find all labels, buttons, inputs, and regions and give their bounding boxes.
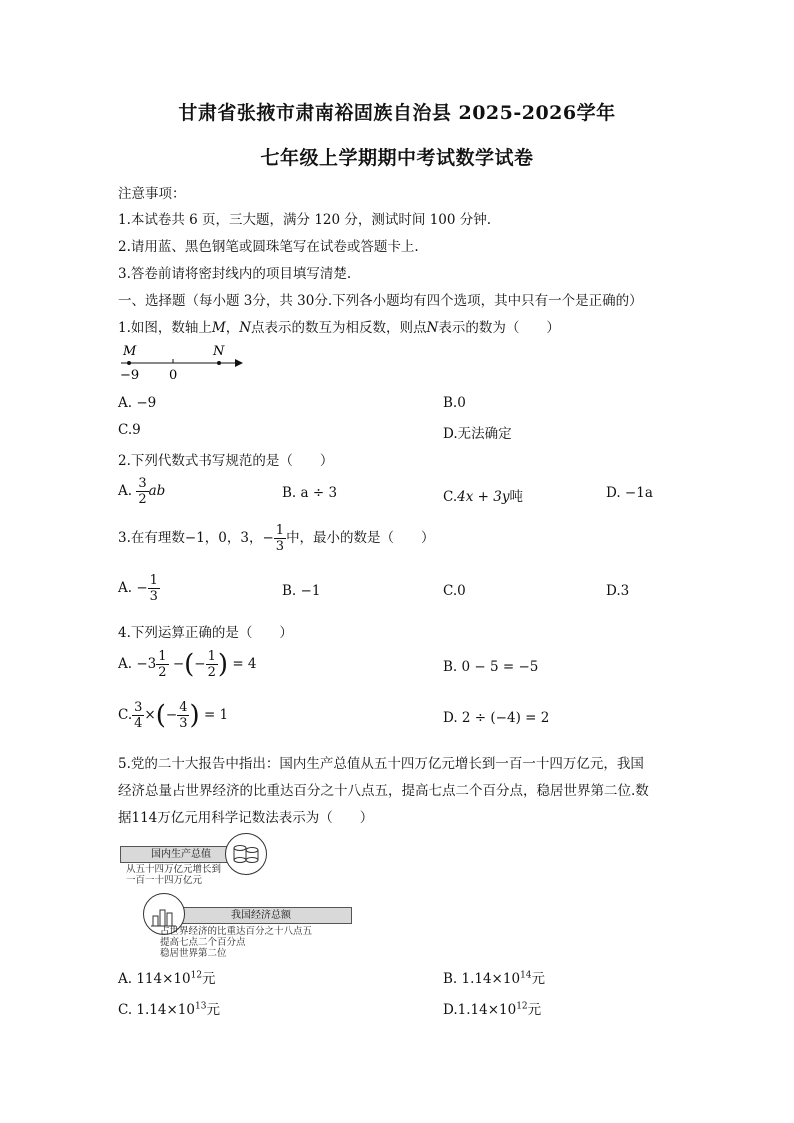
number-line-label-n: N: [213, 344, 225, 359]
economy-bar-label: 我国经济总额: [170, 907, 352, 924]
q2-option-c[interactable]: C.4x + 3y吨: [443, 489, 523, 505]
q3-option-d[interactable]: D.3: [606, 583, 630, 599]
q5-option-b[interactable]: B. $1.14\times 10^{14}$元: [443, 970, 546, 987]
question-5-line-1: 5.党的二十大报告中指出：国内生产总值从五十四万亿元增长到一百一十四万亿元，我国: [118, 756, 644, 772]
question-1-stem: 1.如图，数轴上M，N点表示的数互为相反数，则点N表示的数为（ ）: [118, 320, 560, 336]
coins-icon: [225, 833, 267, 875]
number-line-point-m: [127, 361, 131, 365]
q1-option-c[interactable]: C.9: [118, 422, 141, 438]
q4-a-fraction-2: $\frac{1}{2}$: [207, 649, 216, 680]
q4-option-c[interactable]: C. $\frac{3}{4}$ ×(− $\frac{4}{3}$ ) = 1: [118, 700, 229, 731]
q3-stem-fraction: $\frac{1}{3}$: [275, 523, 285, 554]
q5-option-c[interactable]: C. $1.14\times 10^{13}$元: [118, 1001, 220, 1018]
page-title-line1: 甘肃省张掖市肃南裕固族自治县 2025-2026学年: [178, 102, 616, 124]
q4-option-a[interactable]: A. −3 $\frac{1}{2}$ −(− $\frac{1}{2}$ ) = 4: [118, 649, 257, 680]
notes-heading: 注意事项：: [118, 186, 186, 202]
q3-option-a[interactable]: A. − $\frac{1}{3}$: [118, 573, 158, 604]
q3-option-c[interactable]: C.0: [443, 583, 466, 599]
number-line-point-n: [217, 361, 221, 365]
economy-bar-text: 占世界经济的比重达百分之十八点五 提高七点二个百分点 稳居世界第二位: [160, 926, 313, 959]
number-line-arrow: [235, 359, 243, 367]
q2-a-fraction: $\frac{3}{2}$: [138, 476, 147, 507]
question-5-line-2: 经济总量占世界经济的比重达百分之十八点五，提高七点二个百分点，稳居世界第二位.数: [118, 783, 649, 799]
q5-option-d[interactable]: $D.1.14\times 10^{12}$元: [443, 1001, 542, 1018]
q4-option-b[interactable]: B. 0 − 5 = −5: [443, 659, 539, 675]
question-4-stem: 4.下列运算正确的是（ ）: [118, 625, 293, 641]
page-title-line2: 七年级上学期期中考试数学试卷: [260, 147, 534, 169]
q1-option-a[interactable]: A. −9: [118, 395, 157, 411]
gdp-bar-label: 国内生产总值: [120, 846, 242, 863]
q4-a-fraction-1: $\frac{1}{2}$: [158, 649, 167, 680]
question-5-line-3: 据114万亿元用科学记数法表示为（ ）: [118, 810, 374, 826]
number-line-figure: [115, 340, 245, 384]
note-item-1: 1.本试卷共 6 页，三大题，满分 120 分，测试时间 100 分钟.: [118, 212, 492, 228]
note-item-3: 3.答卷前请将密封线内的项目填写清楚.: [118, 266, 352, 282]
q4-c-fraction-1: $\frac{3}{4}$: [134, 700, 143, 731]
number-line-tick-zero-label: 0: [169, 368, 178, 383]
q4-option-d[interactable]: D. 2 ÷ (−4) = 2: [443, 710, 550, 726]
q3-option-b[interactable]: B. −1: [282, 583, 321, 599]
q2-option-a[interactable]: A. $\frac{3}{2}$ ab: [118, 476, 166, 507]
question-3-stem: 3.在有理数−1，0，3，− $\frac{1}{3}$ 中，最小的数是（ ）: [118, 523, 435, 554]
q2-option-d[interactable]: D. −1a: [606, 485, 653, 501]
q3-a-fraction: $\frac{1}{3}$: [149, 573, 158, 604]
note-item-2: 2.请用蓝、黑色钢笔或圆珠笔写在试卷或答题卡上.: [118, 239, 419, 255]
question-2-stem: 2.下列代数式书写规范的是（ ）: [118, 453, 334, 469]
q1-option-b[interactable]: B.0: [443, 395, 466, 411]
number-line-label-m: M: [123, 344, 137, 359]
q1-option-d[interactable]: D.无法确定: [443, 426, 512, 442]
q5-option-a[interactable]: A. $114\times 10^{12}$元: [118, 970, 216, 987]
q4-c-fraction-2: $\frac{4}{3}$: [179, 700, 188, 731]
q2-option-b[interactable]: B. a ÷ 3: [282, 485, 338, 501]
gdp-bar-text: 从五十四万亿元增长到 一百一十四万亿元: [126, 864, 222, 886]
section-heading: 一、选择题（每小题 3分，共 30分.下列各小题均有四个选项，其中只有一个是正确的）: [118, 293, 643, 309]
number-line-tick-left-label: −9: [120, 368, 140, 383]
